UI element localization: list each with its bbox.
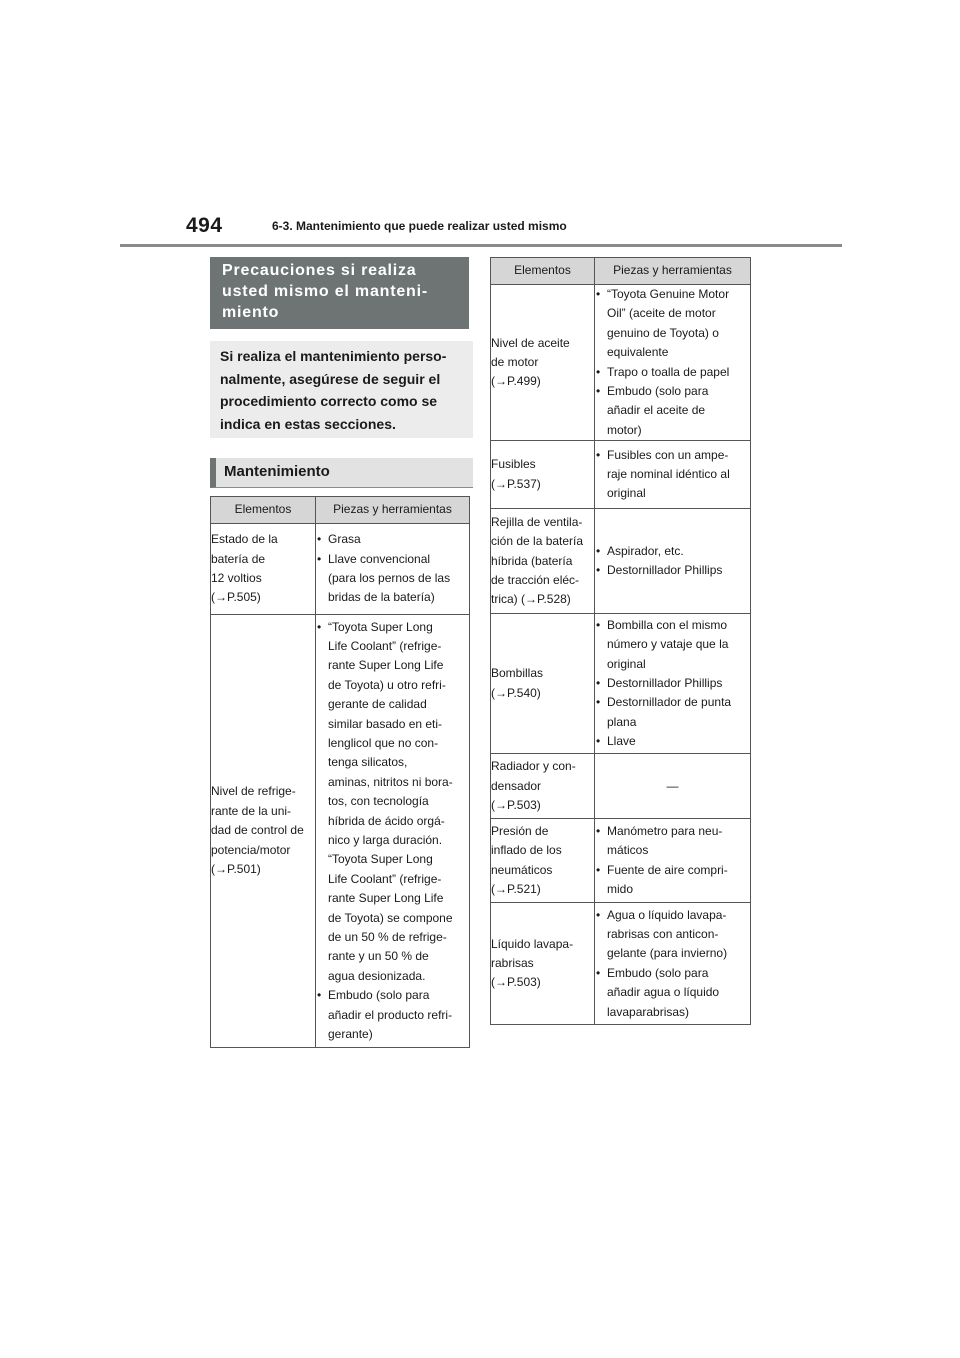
- tool-line: aminas, nitritos ni bora-: [328, 774, 453, 789]
- table-row: [211, 524, 470, 615]
- tool-line: de Toyota) se compone: [328, 910, 453, 925]
- intro-line: indica en estas secciones.: [220, 415, 396, 432]
- list-item: [316, 550, 469, 608]
- tool-line: • Grasa: [328, 532, 361, 547]
- tools-list: [595, 822, 750, 900]
- tool-line: añadir agua o líquido: [607, 985, 720, 1000]
- element-line: Rejilla de ventila-: [491, 514, 583, 529]
- element-line: Líquido lavapa-: [491, 936, 574, 951]
- list-item: [595, 674, 750, 693]
- element-line: híbrida (batería: [491, 553, 573, 568]
- element-line: rante de la uni-: [211, 803, 292, 818]
- tool-line: • Destornillador de punta: [607, 695, 732, 710]
- list-item: [595, 964, 750, 1022]
- tool-line: • Llave: [607, 734, 636, 749]
- element-line: inflado de los: [491, 843, 562, 858]
- tools-list: [595, 906, 750, 1022]
- table-row: [491, 819, 751, 903]
- element-line: Nivel de aceite: [491, 335, 570, 350]
- tools-cell: [595, 903, 751, 1025]
- list-item: [595, 822, 750, 861]
- list-item: [595, 616, 750, 674]
- tool-line: motor): [607, 422, 642, 437]
- maintenance-heading: Mantenimiento: [210, 458, 473, 488]
- element-cell: [491, 754, 595, 819]
- list-item: [316, 530, 469, 549]
- list-item: [595, 693, 750, 732]
- list-item: [595, 285, 750, 363]
- column-header-elements: Elementos: [211, 497, 316, 524]
- tool-line: gerante de calidad: [328, 697, 427, 712]
- element-line: rabrisas: [491, 956, 534, 971]
- title-line: Precauciones si realiza: [222, 262, 417, 279]
- list-item: [316, 986, 469, 1044]
- intro-line: nalmente, asegúrese de seguir el: [220, 370, 441, 387]
- element-line: Fusibles: [491, 457, 536, 472]
- element-line: Radiador y con-: [491, 759, 576, 774]
- tool-line: • Trapo o toalla de papel: [607, 364, 730, 379]
- table-row: [211, 615, 470, 1048]
- tool-line: • Aspirador, etc.: [607, 543, 684, 558]
- element-line: 12 voltios: [211, 571, 262, 585]
- element-line: (→P.540): [491, 685, 541, 700]
- tool-line: • Destornillador Phillips: [607, 676, 723, 691]
- element-line: (→P.499): [491, 374, 541, 389]
- element-line: neumáticos: [491, 862, 553, 877]
- title-line: miento: [222, 304, 280, 321]
- element-cell: [211, 524, 316, 615]
- tool-line: • “Toyota Super Long: [328, 619, 433, 634]
- intro-note: [210, 341, 473, 438]
- table-row: [491, 754, 751, 819]
- intro-line: procedimiento correcto como se: [220, 393, 438, 409]
- tool-line: nico y larga duración.: [328, 833, 443, 847]
- tool-line: máticos: [607, 843, 649, 858]
- tool-line: tos, con tecnología: [328, 794, 429, 809]
- table-row: [491, 441, 751, 509]
- tool-line: • Destornillador Phillips: [607, 563, 723, 578]
- tool-line: gelante (para invierno): [607, 946, 728, 961]
- element-line: (→P.503): [491, 797, 541, 812]
- tools-list: [316, 530, 469, 608]
- tool-line: añadir el producto refri-: [328, 1007, 453, 1022]
- element-cell: [491, 903, 595, 1025]
- tool-line: Oil” (aceite de motor: [607, 306, 716, 321]
- tools-cell: [595, 819, 751, 903]
- tool-line: rante y un 50 % de: [328, 949, 429, 964]
- tools-cell: [316, 524, 470, 615]
- tools-cell: [595, 441, 751, 509]
- column-header-tools: Piezas y herramientas: [595, 258, 751, 285]
- tools-list: [595, 616, 750, 752]
- tool-line: rante Super Long Life: [328, 891, 444, 906]
- tool-line: similar basado en eti-: [328, 716, 443, 731]
- tool-line: • Fuente de aire compri-: [607, 862, 728, 877]
- tool-line: • Embudo (solo para: [328, 988, 430, 1003]
- tools-list: [595, 446, 750, 504]
- column-header-tools: Piezas y herramientas: [316, 497, 470, 524]
- element-line: densador: [491, 778, 542, 793]
- tools-list: [316, 618, 469, 1045]
- element-cell: [491, 614, 595, 754]
- maintenance-table-right: [490, 257, 751, 1025]
- tool-line: • Bombilla con el mismo: [607, 617, 728, 632]
- list-item: [595, 561, 750, 580]
- tool-line: • Fusibles con un ampe-: [607, 447, 729, 462]
- element-line: Estado de la: [211, 532, 278, 547]
- tool-line: raje nominal idéntico al: [607, 467, 730, 482]
- list-item: [595, 446, 750, 504]
- list-item: [595, 861, 750, 900]
- tool-line: híbrida de ácido orgá-: [328, 813, 445, 828]
- table-row: [491, 509, 751, 614]
- tool-line: Life Coolant” (refrige-: [328, 871, 442, 886]
- tool-line: gerante): [328, 1027, 373, 1042]
- element-line: Bombillas: [491, 666, 544, 681]
- list-item: [595, 732, 750, 751]
- tools-list: [595, 285, 750, 440]
- element-cell: [211, 615, 316, 1048]
- tool-line: • Embudo (solo para: [607, 384, 709, 399]
- tool-line: equivalente: [607, 345, 669, 360]
- element-line: (→P.521): [491, 882, 541, 897]
- tool-line: • Embudo (solo para: [607, 965, 709, 980]
- tool-line: tenga silicatos,: [328, 755, 408, 770]
- element-line: (→P.505): [211, 590, 261, 605]
- title-line: usted mismo el manteni-: [222, 283, 428, 300]
- element-line: de motor: [491, 354, 539, 369]
- tool-line: Life Coolant” (refrige-: [328, 638, 442, 653]
- tool-line: agua desionizada.: [328, 968, 426, 983]
- tool-line: genuino de Toyota) o: [607, 325, 719, 340]
- page-number: 494: [186, 214, 223, 237]
- tool-line: • “Toyota Genuine Motor: [607, 287, 730, 301]
- tool-line: bridas de la batería): [328, 590, 435, 605]
- intro-line: Si realiza el mantenimiento perso-: [220, 348, 447, 364]
- header-divider: [120, 244, 842, 247]
- element-line: (→P.501): [211, 862, 261, 877]
- list-item: [316, 618, 469, 987]
- section-title: 6-3. Mantenimiento que puede realizar usted mismo: [272, 219, 567, 233]
- tool-line: • Agua o líquido lavapa-: [607, 907, 727, 922]
- tools-cell: [316, 615, 470, 1048]
- tools-cell: [595, 509, 751, 614]
- element-cell: [491, 819, 595, 903]
- element-line: (→P.503): [491, 975, 541, 990]
- tool-line: plana: [607, 714, 637, 729]
- table-header-row: [491, 258, 751, 285]
- column-header-elements: Elementos: [491, 258, 595, 285]
- tool-line: “Toyota Super Long: [328, 852, 433, 867]
- maintenance-table-left: [210, 496, 470, 1048]
- tool-line: de Toyota) u otro refri-: [328, 677, 446, 692]
- element-line: trica) (→P.528): [491, 592, 571, 607]
- element-line: dad de control de: [211, 823, 304, 838]
- element-line: de tracción eléc-: [491, 572, 580, 587]
- element-line: batería de: [211, 551, 266, 566]
- tool-line: rante Super Long Life: [328, 658, 444, 673]
- tool-line: añadir el aceite de: [607, 403, 706, 418]
- tools-cell: [595, 754, 751, 819]
- element-cell: [491, 285, 595, 441]
- element-cell: [491, 441, 595, 509]
- tool-line: mido: [607, 882, 634, 897]
- tool-line: rabrisas con anticon-: [607, 926, 719, 941]
- element-line: potencia/motor: [211, 842, 291, 857]
- table-row: [491, 903, 751, 1025]
- element-line: (→P.537): [491, 476, 541, 491]
- tool-line: original: [607, 486, 646, 501]
- tool-line: original: [607, 656, 646, 671]
- no-tools-dash: —: [666, 778, 679, 793]
- list-item: [595, 363, 750, 382]
- tool-line: • Llave convencional: [328, 551, 431, 566]
- list-item: [595, 906, 750, 964]
- list-item: [595, 382, 750, 440]
- tools-cell: [595, 614, 751, 754]
- table-row: [491, 285, 751, 441]
- tools-cell: [595, 285, 751, 441]
- table-row: [491, 614, 751, 754]
- tool-line: • Manómetro para neu-: [607, 823, 723, 838]
- tool-line: número y vataje que la: [607, 637, 729, 652]
- element-line: Nivel de refrige-: [211, 784, 296, 799]
- tool-line: de un 50 % de refrige-: [328, 930, 447, 945]
- table-header-row: [211, 497, 470, 524]
- tools-list: [595, 542, 750, 581]
- tool-line: lavaparabrisas): [607, 1004, 690, 1019]
- precautions-title-box: [210, 257, 469, 329]
- tool-line: lenglicol que no con-: [328, 735, 439, 750]
- element-line: ción de la batería: [491, 534, 584, 549]
- element-line: Presión de: [491, 823, 549, 838]
- tool-line: (para los pernos de las: [328, 571, 451, 585]
- list-item: [595, 542, 750, 561]
- element-cell: [491, 509, 595, 614]
